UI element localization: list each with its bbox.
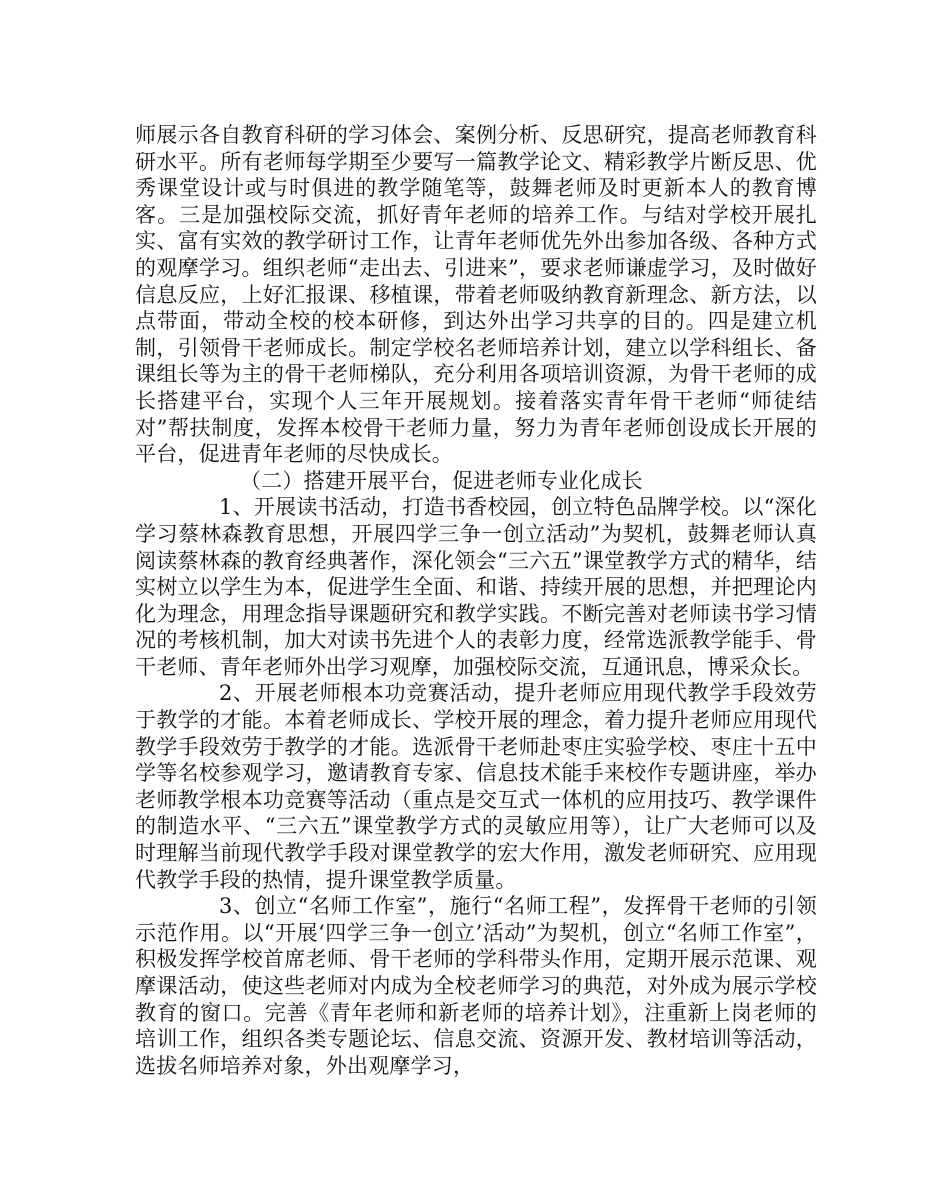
document-body — [135, 122, 817, 1079]
paragraph-master-teacher-studio: 3、创立“名师工作室”，施行“名师工程”，发挥骨干老师的引领示范作用。以“开展‘四学三争一创立’活动”为契机，创立“名师工作室”，积极发挥学校首席老师、骨干老师的学科带头作用，定期开展示范课、观摩课活动，使这些老师对内成为全校老师学习的典范，对外成为展示学校教育的窗口。完善《青年老师和新老师的培养计划》，注重新上岗老师的培训工作，组织各类专题论坛、信息交流、资源开发、教材培训等活动，选拔名师培养对象，外出观摩学习， — [135, 894, 817, 1078]
paragraph-reading-activity: 1、开展读书活动，打造书香校园，创立特色品牌学校。以“深化学习蔡林森教育思想，开展四学三争一创立活动”为契机，鼓舞老师认真阅读蔡林森的教育经典著作，深化领会“三六五”课堂教学方式的精华，结实树立以学生为本，促进学生全面、和谐、持续开展的思想，并把理论内化为理念，用理念指导课题研究和教学实践。不断完善对老师读书学习情况的考核机制，加大对读书先进个人的表彰力度，经常选派教学能手、骨干老师、青年老师外出学习观摩，加强校际交流，互通讯息，博采众长。 — [135, 495, 817, 679]
paragraph-continued: 师展示各自教育科研的学习体会、案例分析、反思研究，提高老师教育科研水平。所有老师每学期至少要写一篇教学论文、精彩教学片断反思、优秀课堂设计或与时俱进的教学随笔等，鼓舞老师及时更新本人的教育博客。三是加强校际交流，抓好青年老师的培养工作。与结对学校开展扎实、富有实效的教学研讨工作，让青年老师优先外出参加各级、各种方式的观摩学习。组织老师“走出去、引进来”，要求老师谦虚学习，及时做好信息反应，上好汇报课、移植课，带着老师吸纳教育新理念、新方法，以点带面，带动全校的校本研修，到达外出学习共享的目的。四是建立机制，引领骨干老师成长。制定学校名老师培养计划，建立以学科组长、备课组长等为主的骨干老师梯队，充分利用各项培训资源，为骨干老师的成长搭建平台，实现个人三年开展规划。接着落实青年骨干老师“师徒结对”帮扶制度，发挥本校骨干老师力量，努力为青年老师创设成长开展的平台，促进青年老师的尽快成长。 — [135, 123, 817, 467]
paragraph-skills-competition: 2、开展老师根本功竞赛活动，提升老师应用现代教学手段效劳于教学的才能。本着老师成长、学校开展的理念，着力提升老师应用现代教学手段效劳于教学的才能。选派骨干老师赴枣庄实验学校、枣庄十五中学等名校参观学习，邀请教育专家、信息技术能手来校作专题讲座，举办老师教学根本功竞赛等活动（重点是交互式一体机的应用技巧、教学课件的制造水平、“三六五”课堂教学方式的灵敏应用等），让广大老师可以及时理解当前现代教学手段对课堂教学的宏大作用，激发老师研究、应用现代教学手段的热情，提升课堂教学质量。 — [135, 681, 817, 892]
section-heading: （二）搭建开展平台，促进老师专业化成长 — [240, 468, 643, 493]
